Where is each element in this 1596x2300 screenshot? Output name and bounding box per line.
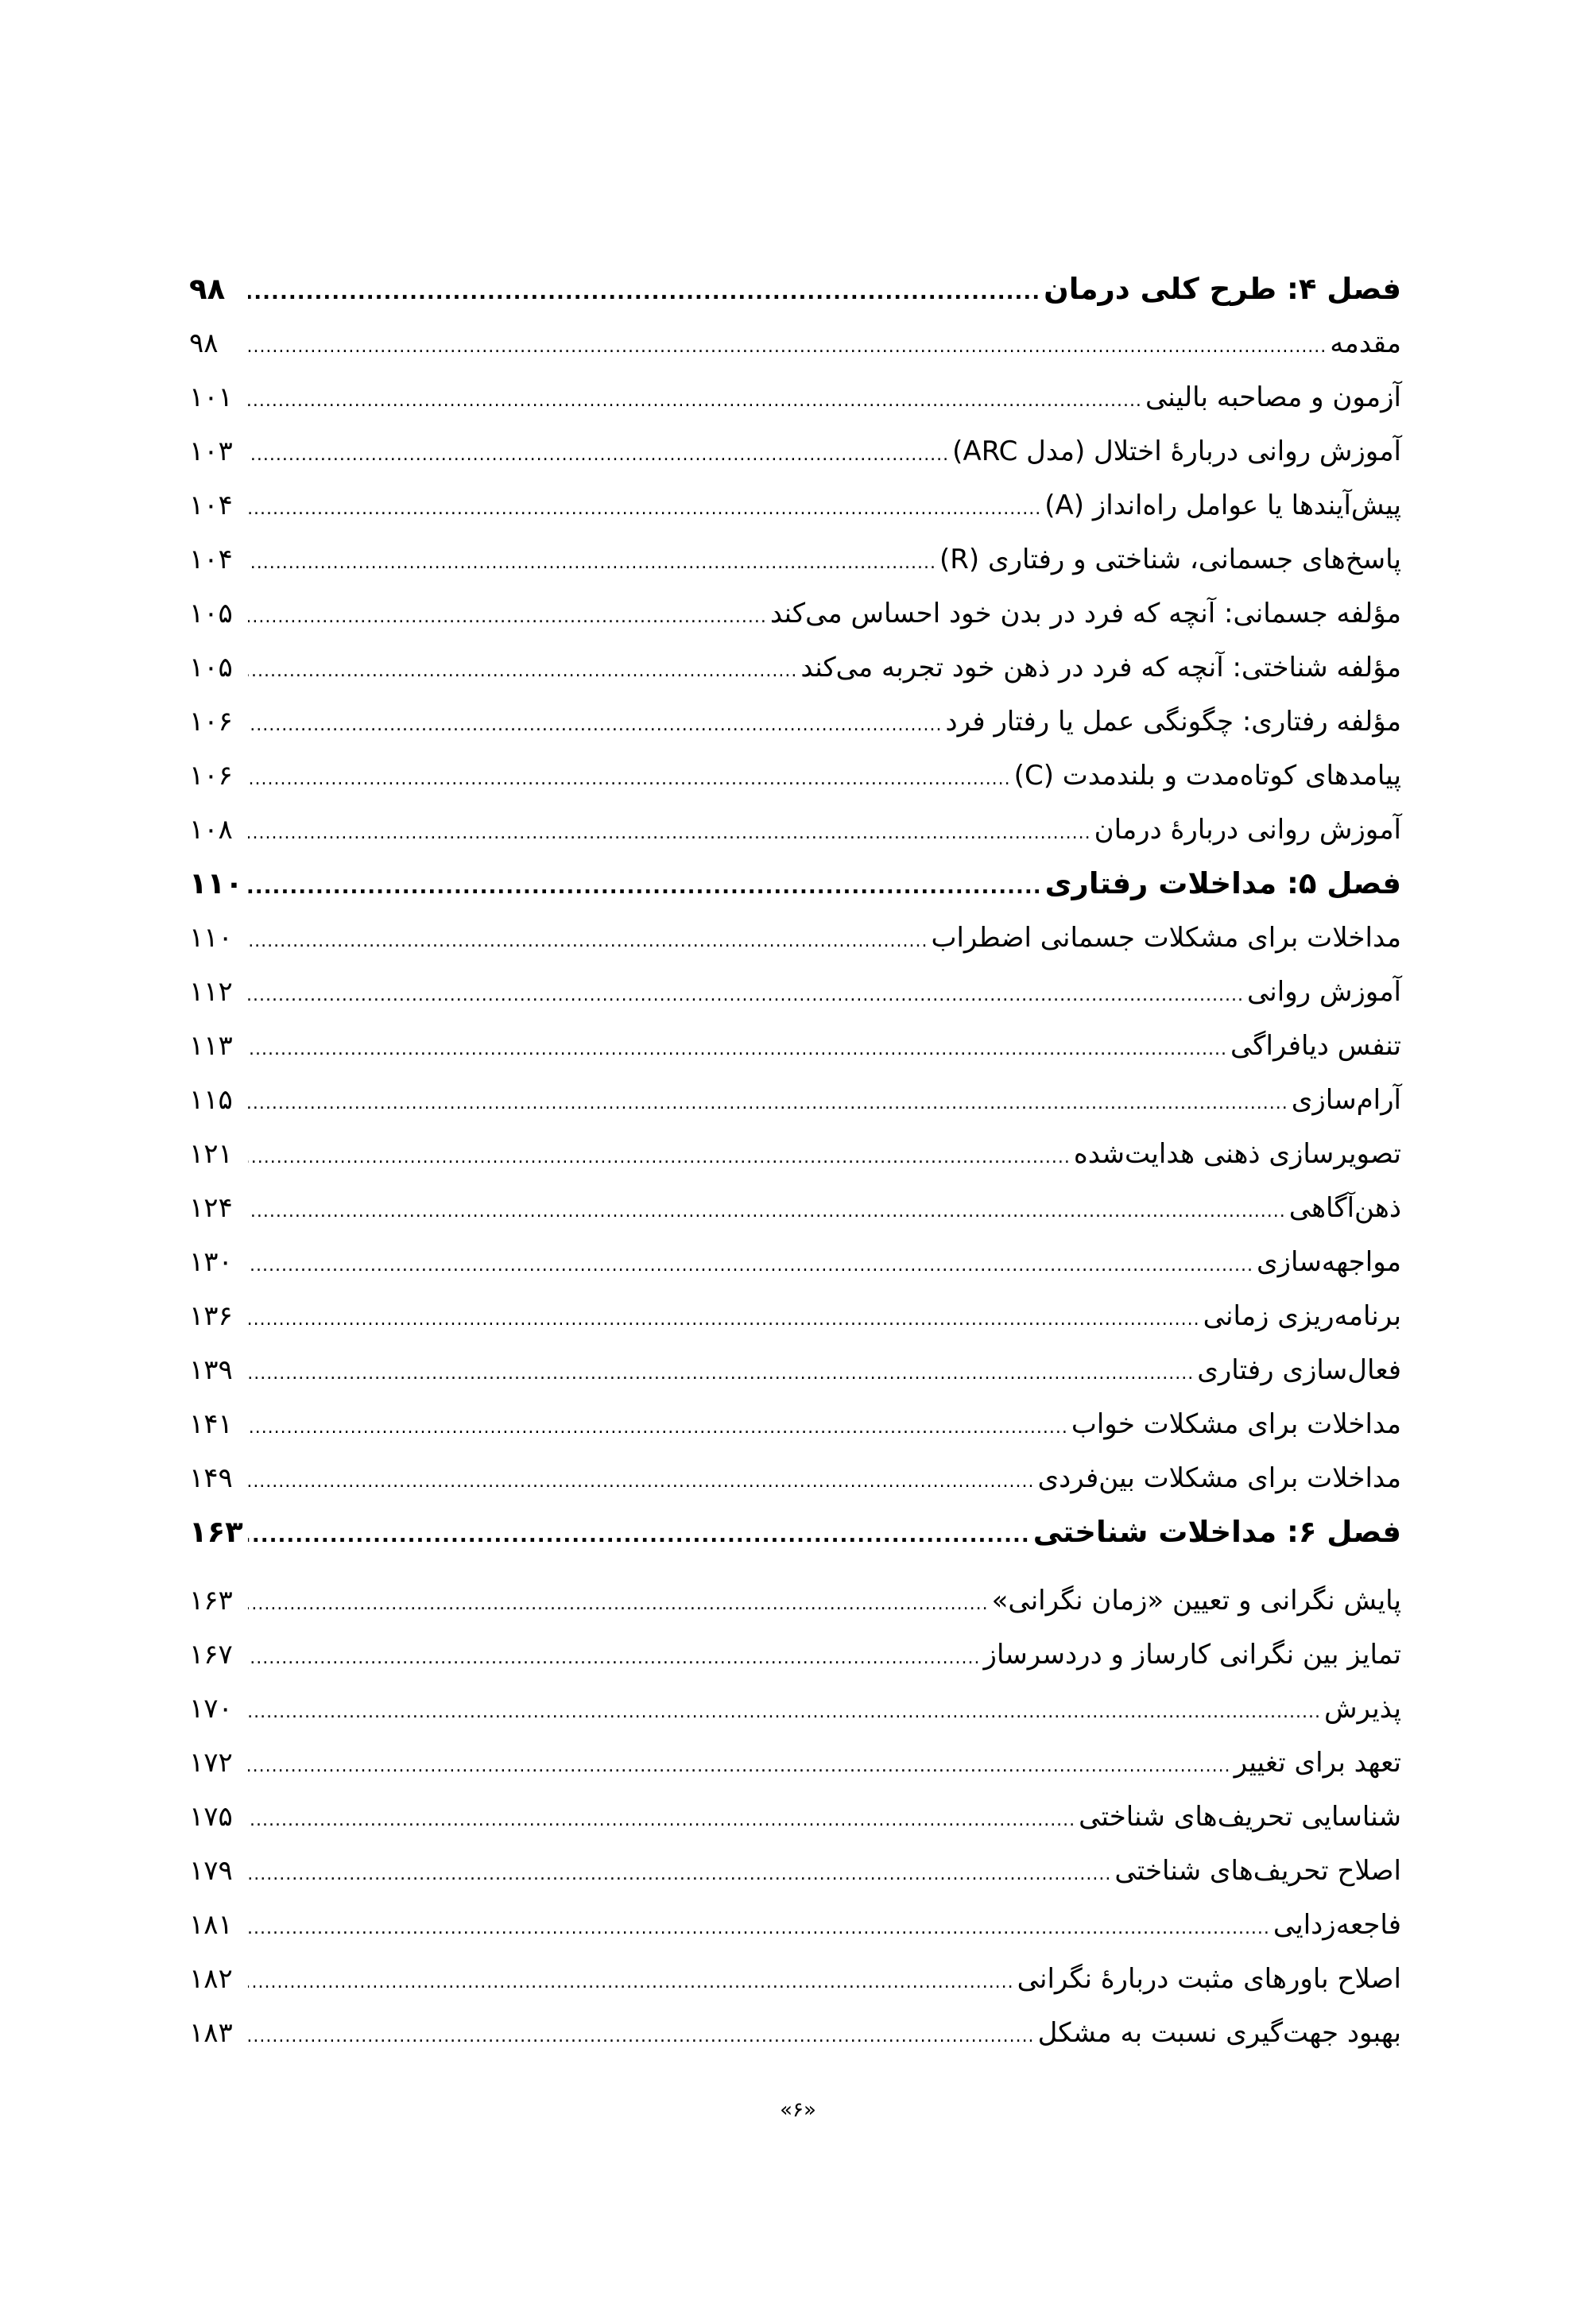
toc-entry-title: برنامه‌ریزی زمانی (1203, 1300, 1401, 1332)
toc-page-number: ۱۰۳ (189, 436, 233, 467)
toc-entry-row (189, 1127, 1401, 1181)
toc-page-number: ۱۴۱ (189, 1408, 233, 1440)
toc-page-number: ۱۳۶ (189, 1300, 233, 1332)
toc-page-number: ۱۲۱ (189, 1138, 233, 1170)
toc-page-number: ۱۰۴ (189, 490, 233, 521)
toc-entry-row (189, 1019, 1401, 1073)
toc-dot-leader (248, 320, 1327, 374)
toc-entry-row (189, 532, 1401, 587)
toc-entry-row (189, 424, 1401, 478)
toc-entry-title: پذیرش (1323, 1693, 1401, 1725)
toc-entry-title: آزمون و مصاحبه بالینی (1145, 381, 1401, 413)
toc-dot-leader (248, 428, 949, 482)
toc-entry-title: پایش نگرانی و تعیین «زمان نگرانی» (991, 1585, 1401, 1617)
toc-page-number: ۱۲۴ (189, 1192, 233, 1224)
toc-dot-leader (248, 1239, 1253, 1293)
toc-entry-row (189, 1181, 1401, 1235)
toc-dot-leader (248, 1578, 989, 1632)
toc-entry-row (189, 1289, 1401, 1343)
toc-entry-title: اصلاح تحریف‌های شناختی (1114, 1855, 1401, 1887)
toc-entry-row (189, 1451, 1401, 1505)
toc-page-number: ۱۱۰ (189, 922, 233, 954)
toc-entry-title: ذهن‌آگاهی (1288, 1192, 1401, 1224)
toc-entry-row (189, 478, 1401, 532)
toc-entry-title: بهبود جهت‌گیری نسبت به مشکل (1037, 2017, 1401, 2049)
toc-dot-leader (248, 860, 1042, 914)
toc-chapter-row (189, 1505, 1401, 1559)
toc-entry-title: تعهد برای تغییر (1234, 1747, 1401, 1779)
toc-entry-row (189, 1628, 1401, 1682)
toc-page-number: ۱۸۲ (189, 1963, 233, 1995)
toc-page-number: ۱۸۱ (189, 1909, 233, 1941)
toc-dot-leader (248, 1686, 1321, 1740)
toc-dot-leader (248, 645, 797, 699)
toc-dot-leader (248, 699, 942, 753)
toc-page-number: ۱۱۰ (189, 866, 243, 900)
toc-entry-title: مداخلات برای مشکلات جسمانی اضطراب (931, 922, 1401, 954)
toc-page-number: ۹۸ (189, 272, 226, 306)
toc-dot-leader (248, 1023, 1227, 1077)
toc-entry-title: مداخلات برای مشکلات خواب (1071, 1408, 1401, 1440)
toc-dot-leader (248, 1848, 1111, 1902)
toc-entry-title: اصلاح باورهای مثبت دربارۀ نگرانی (1017, 1963, 1401, 1995)
toc-page-number: ۱۰۴ (189, 544, 233, 575)
toc-page-number: ۱۰۶ (189, 760, 233, 792)
toc-entry-row (189, 1790, 1401, 1844)
toc-page-number: ۱۷۵ (189, 1801, 233, 1833)
toc-dot-leader (248, 1347, 1194, 1401)
toc-dot-leader (248, 374, 1142, 428)
toc-entry-row (189, 1574, 1401, 1628)
toc-page-number: ۱۴۹ (189, 1462, 233, 1494)
toc-chapter-title: فصل ۶: مداخلات شناختی (1032, 1515, 1401, 1549)
toc-entry-row (189, 695, 1401, 749)
toc-dot-leader (248, 1902, 1270, 1956)
toc-entry-title: فاجعه‌زدایی (1273, 1909, 1401, 1941)
toc-entry-title: شناسایی تحریف‌های شناختی (1079, 1801, 1401, 1833)
page-number: «۶» (780, 2098, 816, 2122)
toc-entry-title: آموزش روانی دربارۀ درمان (1094, 814, 1401, 846)
toc-chapter-title: فصل ۵: مداخلات رفتاری (1044, 866, 1401, 900)
toc-dot-leader (248, 1508, 1030, 1562)
toc-entry-title: مواجهه‌سازی (1256, 1246, 1401, 1278)
toc-entry-title: مؤلفه جسمانی: آنچه که فرد در بدن خود احساس می‌کند (769, 598, 1401, 629)
toc-entry-row (189, 1682, 1401, 1736)
toc-entry-row (189, 1343, 1401, 1397)
toc-dot-leader (248, 2010, 1035, 2064)
toc-entry-title: پاسخ‌های جسمانی، شناختی و رفتاری (R) (939, 544, 1401, 575)
toc-dot-leader (248, 265, 1040, 319)
toc-entry-title: پیش‌آیندها یا عوامل راه‌انداز (A) (1044, 490, 1401, 521)
toc-entry-title: آرام‌سازی (1291, 1084, 1401, 1116)
toc-dot-leader (248, 1293, 1200, 1347)
toc-dot-leader (248, 915, 928, 969)
toc-entry-title: تصویرسازی ذهنی هدایت‌شده (1073, 1138, 1401, 1170)
toc-dot-leader (248, 1131, 1071, 1185)
toc-page-number: ۱۷۲ (189, 1747, 233, 1779)
toc-page-number: ۱۰۱ (189, 381, 233, 413)
toc-entry-row (189, 1073, 1401, 1127)
toc-page-number: ۱۶۳ (189, 1585, 233, 1617)
toc-entry-title: مقدمه (1330, 327, 1401, 359)
toc-entry-row (189, 1235, 1401, 1289)
toc-entry-row (189, 1397, 1401, 1451)
toc-entry-title: تمایز بین نگرانی کارساز و دردسرساز (983, 1639, 1401, 1671)
toc-page-number: ۱۱۵ (189, 1084, 233, 1116)
toc-entry-row (189, 316, 1401, 370)
toc-page-number: ۱۰۵ (189, 652, 233, 683)
toc-dot-leader (248, 1401, 1068, 1455)
toc-page-number: ۱۶۳ (189, 1515, 243, 1549)
toc-entry-row (189, 1952, 1401, 2006)
toc-page-number: ۱۷۰ (189, 1693, 233, 1725)
toc-dot-leader (248, 1455, 1034, 1509)
toc-dot-leader (248, 1632, 981, 1686)
toc-entry-row (189, 803, 1401, 857)
toc-entry-title: پیامدهای کوتاه‌مدت و بلندمدت (C) (1013, 760, 1401, 792)
toc-dot-leader (248, 753, 1011, 807)
toc-dot-leader (248, 969, 1244, 1023)
toc-dot-leader (248, 536, 936, 590)
toc-entry-row (189, 587, 1401, 641)
toc-dot-leader (248, 590, 767, 645)
toc-entry-title: مؤلفه شناختی: آنچه که فرد در ذهن خود تجربه می‌کند (800, 652, 1401, 683)
toc-dot-leader (248, 1794, 1075, 1848)
toc-chapter-row (189, 857, 1401, 911)
toc-page-number: ۱۰۸ (189, 814, 233, 846)
toc-entry-title: آموزش روانی دربارۀ اختلال (مدل ARC) (952, 436, 1401, 467)
toc-page-number: ۱۱۳ (189, 1030, 233, 1062)
toc-page-number: ۱۱۲ (189, 976, 233, 1008)
toc-entry-row (189, 1844, 1401, 1898)
toc-entry-row (189, 2006, 1401, 2060)
toc-page-number: ۱۷۹ (189, 1855, 233, 1887)
toc-page-number: ۱۰۶ (189, 706, 233, 738)
toc-entry-title: مؤلفه رفتاری: چگونگی عمل یا رفتار فرد (945, 706, 1401, 738)
toc-dot-leader (248, 482, 1041, 536)
toc-page-number: ۱۳۹ (189, 1354, 233, 1386)
toc-dot-leader (248, 1185, 1286, 1239)
toc-entry-title: آموزش روانی (1246, 976, 1401, 1008)
toc-entry-row (189, 641, 1401, 695)
toc-entry-row (189, 1736, 1401, 1790)
toc-chapter-title: فصل ۴: طرح کلی درمان (1044, 272, 1401, 306)
toc-page-number: ۱۳۰ (189, 1246, 233, 1278)
toc-dot-leader (248, 1956, 1014, 2010)
toc-entry-row (189, 911, 1401, 965)
toc-dot-leader (248, 807, 1091, 861)
toc-page-number: ۱۰۵ (189, 598, 233, 629)
toc-dot-leader (248, 1077, 1288, 1131)
toc-entry-row (189, 965, 1401, 1019)
toc-page-number: ۹۸ (189, 327, 219, 359)
table-of-contents (189, 262, 1401, 2060)
toc-entry-title: فعال‌سازی رفتاری (1197, 1354, 1401, 1386)
toc-entry-title: مداخلات برای مشکلات بین‌فردی (1037, 1462, 1401, 1494)
toc-chapter-row (189, 262, 1401, 316)
toc-entry-row (189, 1898, 1401, 1952)
toc-page-number: ۱۶۷ (189, 1639, 233, 1671)
toc-entry-row (189, 370, 1401, 424)
toc-entry-title: تنفس دیافراگی (1230, 1030, 1401, 1062)
toc-entry-row (189, 749, 1401, 803)
toc-page-number: ۱۸۳ (189, 2017, 233, 2049)
toc-dot-leader (248, 1740, 1231, 1794)
